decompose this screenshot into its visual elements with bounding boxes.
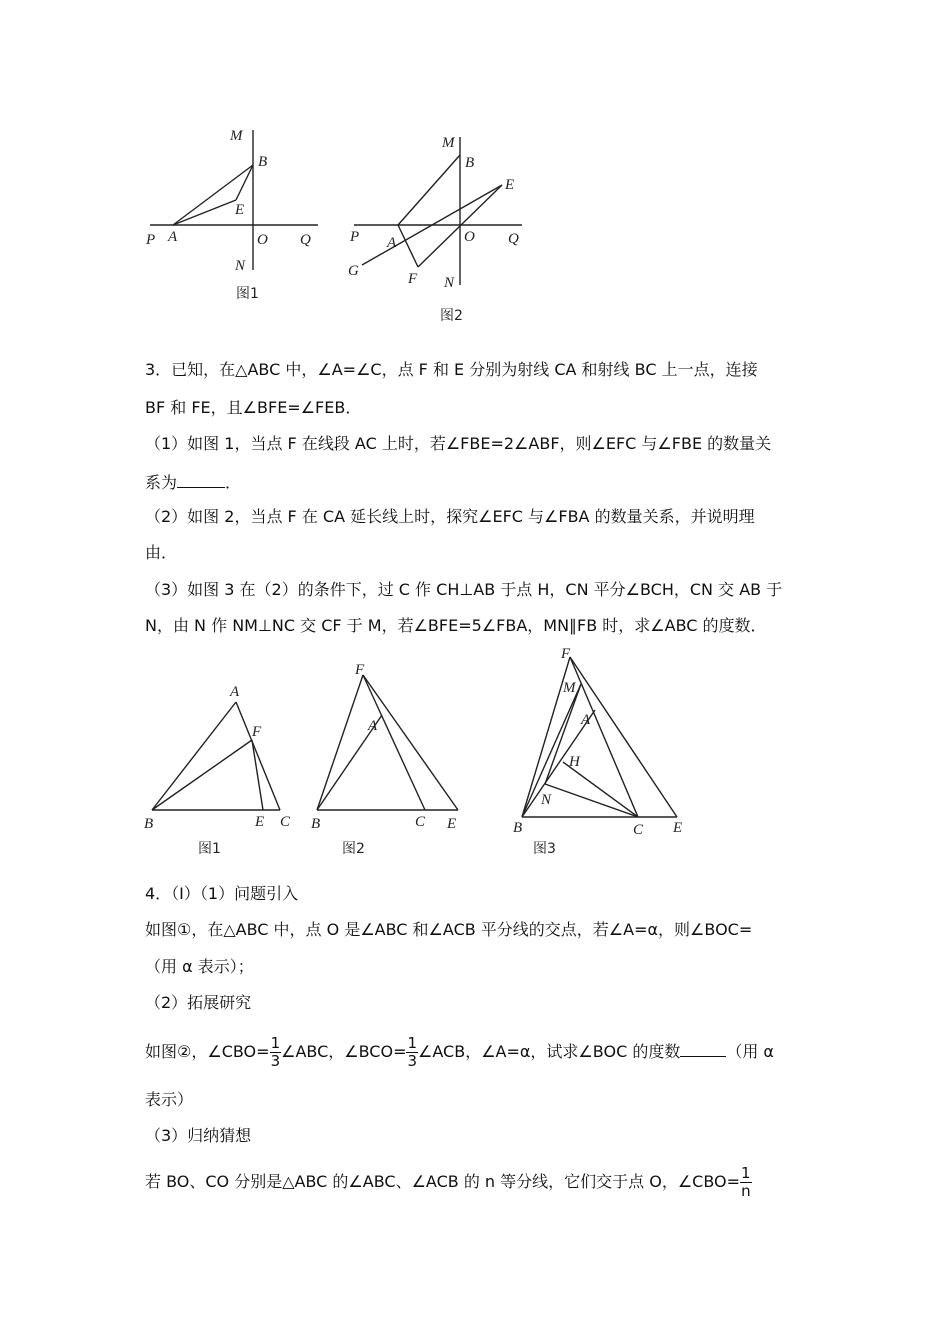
- segment-fc: [570, 657, 638, 817]
- p4-line3: （用 α 表示）；: [145, 957, 254, 976]
- segment-bf: [317, 675, 363, 810]
- figure-top-1: [140, 120, 340, 310]
- figure-p3-3: [505, 642, 705, 862]
- label-a: A: [230, 684, 240, 700]
- fraction-denominator: 3: [407, 1052, 418, 1070]
- p4-line6: 表示）: [145, 1090, 194, 1109]
- label-e: E: [505, 177, 515, 193]
- p3-line4-pre: 系为: [145, 473, 178, 492]
- label-a: A: [168, 229, 178, 245]
- segment-fe: [252, 740, 263, 810]
- p3-line2: BF 和 FE，且∠BFE=∠FEB．: [145, 398, 362, 417]
- p4-line8-text: 若 BO、CO 分别是△ABC 的∠ABC、∠ACB 的 n 等分线，它们交于点 O，∠CBO=: [145, 1172, 741, 1191]
- segment-ba: [152, 702, 236, 810]
- segment-be: [236, 165, 253, 200]
- label-m: M: [563, 680, 576, 696]
- p4-line4: （2）拓展研究: [145, 993, 252, 1012]
- p3-line3: （1）如图 1，当点 F 在线段 AC 上时，若∠FBE=2∠ABF，则∠EFC 与∠FBE 的数量关: [145, 434, 772, 453]
- label-p: P: [350, 229, 360, 245]
- caption-fig1: 图1: [198, 841, 221, 857]
- figure-top-1-svg: [140, 120, 340, 310]
- segment-ae: [173, 200, 236, 225]
- segment-bf: [152, 740, 252, 810]
- p3-line1: 3．已知，在△ABC 中，∠A=∠C，点 F 和 E 分别为射线 CA 和射线 BC 上一点，连接: [145, 360, 758, 379]
- label-m: M: [442, 135, 455, 151]
- p4-line5-d: （用 α: [726, 1042, 774, 1061]
- fraction-denominator: n: [741, 1182, 751, 1200]
- p4-line7: （3）归纳猜想: [145, 1126, 252, 1145]
- p4-line1: 4．（Ⅰ）（1）问题引入: [145, 884, 299, 903]
- p4-line8: [145, 1162, 815, 1202]
- figure-p3-3-svg: [505, 642, 705, 862]
- figure-top-2-svg: [340, 125, 540, 330]
- label-f: F: [355, 662, 365, 678]
- segment-fc: [363, 675, 425, 810]
- p3-line6: 由．: [145, 543, 178, 562]
- caption-fig1: 图1: [236, 286, 259, 302]
- label-a: A: [368, 718, 378, 734]
- label-q: Q: [508, 231, 519, 247]
- fraction-one-third-2: [406, 1035, 418, 1070]
- caption-fig2: 图2: [342, 841, 365, 857]
- label-b: B: [144, 816, 154, 832]
- label-b: B: [258, 154, 268, 170]
- label-n: N: [541, 792, 552, 808]
- caption-fig2: 图2: [440, 308, 463, 324]
- label-f: F: [408, 271, 418, 287]
- p3-line8: N，由 N 作 NM⊥NC 交 CF 于 M，若∠BFE=5∠FBA，MN∥FB 时，求∠ABC 的度数．: [145, 616, 767, 635]
- figure-p3-2: [305, 660, 475, 865]
- segment-bm: [522, 684, 581, 817]
- p3-line4: [145, 469, 815, 495]
- figure-p3-1-svg: [140, 680, 310, 865]
- label-q: Q: [300, 232, 311, 248]
- label-e: E: [255, 814, 265, 830]
- label-f: F: [561, 646, 571, 662]
- label-a: A: [387, 235, 397, 251]
- label-o: O: [257, 232, 268, 248]
- answer-blank-p3-1[interactable]: [177, 469, 225, 488]
- label-c: C: [415, 814, 426, 830]
- answer-blank-p4-2[interactable]: [680, 1038, 726, 1057]
- p4-line5-b: ∠ABC，∠BCO=: [281, 1042, 407, 1061]
- fraction-denominator: 3: [270, 1052, 281, 1070]
- p4-line5-c: ∠ACB，∠A=α，试求∠BOC 的度数: [418, 1042, 681, 1061]
- label-e: E: [447, 816, 457, 832]
- label-h: H: [569, 754, 580, 770]
- label-p: P: [146, 232, 156, 248]
- label-o: O: [464, 229, 475, 245]
- fraction-numerator: 1: [407, 1034, 418, 1052]
- fraction-one-third-1: [270, 1035, 282, 1070]
- p3-line4-post: ．: [225, 473, 242, 492]
- label-n: N: [444, 275, 455, 291]
- figure-top-2: [340, 125, 540, 330]
- p4-line2: 如图①，在△ABC 中，点 O 是∠ABC 和∠ACB 平分线的交点，若∠A=α，则∠BOC=: [145, 920, 753, 939]
- figure-p3-2-svg: [305, 660, 475, 865]
- segment-fe: [363, 675, 458, 810]
- label-e: E: [673, 820, 683, 836]
- fraction-one-over-n: [740, 1165, 752, 1200]
- label-b: B: [465, 155, 475, 171]
- fraction-numerator: 1: [741, 1164, 751, 1182]
- caption-fig3: 图3: [533, 841, 556, 857]
- p3-line5: （2）如图 2，当点 F 在 CA 延长线上时，探究∠EFC 与∠FBA 的数量关系，并说明理: [145, 507, 755, 526]
- segment-ac: [236, 702, 280, 810]
- label-e: E: [235, 202, 245, 218]
- label-a: A: [581, 712, 591, 728]
- p4-line5: [145, 1032, 815, 1072]
- segment-fe: [570, 657, 677, 817]
- fraction-numerator: 1: [270, 1034, 281, 1052]
- label-b: B: [311, 816, 321, 832]
- label-c: C: [633, 822, 644, 838]
- label-f: F: [252, 724, 262, 740]
- label-g: G: [348, 263, 359, 279]
- figure-p3-1: [140, 680, 310, 865]
- label-b: B: [513, 820, 523, 836]
- segment-af: [398, 225, 418, 267]
- p3-line7: （3）如图 3 在（2）的条件下，过 C 作 CH⊥AB 于点 H，CN 平分∠BCH，CN 交 AB 于: [145, 580, 783, 599]
- segment-cn: [545, 784, 638, 817]
- label-n: N: [235, 258, 246, 274]
- label-m: M: [230, 128, 243, 144]
- p4-line5-a: 如图②，∠CBO=: [145, 1042, 270, 1061]
- label-c: C: [280, 814, 291, 830]
